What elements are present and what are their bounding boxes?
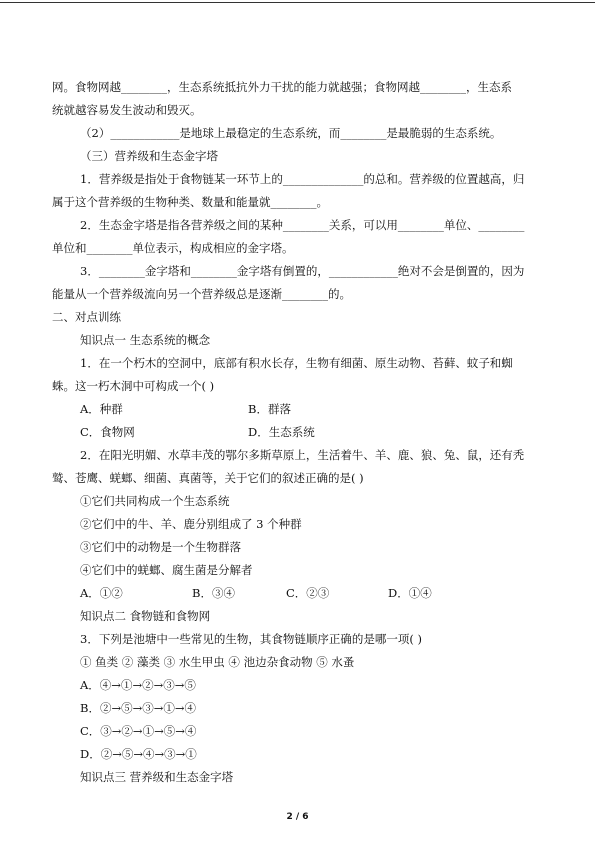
question-stem: 1．在一个朽木的空洞中，底部有积水长存，生物有细菌、原生动物、苔藓、蚊子和蜘	[80, 356, 513, 370]
statement-item: ③它们中的动物是一个生物群落	[80, 540, 241, 554]
q3-option-b: B．②→⑤→③→①→④	[80, 701, 196, 715]
statement-item: ④它们中的蜣螂、腐生菌是分解者	[80, 563, 253, 577]
q1-option-b: B．群落	[248, 402, 291, 416]
q1-option-c: C．食物网	[80, 425, 135, 439]
page-number: 2 / 6	[286, 812, 309, 822]
knowledge-point-heading: 知识点二 食物链和食物网	[80, 609, 211, 623]
text-line: （2）____________是地球上最稳定的生态系统，而________是最脆弱的生态系统。	[80, 126, 502, 140]
knowledge-point-heading: 知识点一 生态系统的概念	[80, 333, 211, 347]
q2-option-b: B．③④	[192, 586, 235, 600]
q3-option-c: C．③→②→①→⑤→④	[80, 724, 197, 738]
organism-list: ① 鱼类 ② 藻类 ③ 水生甲虫 ④ 池边杂食动物 ⑤ 水蚤	[80, 655, 355, 669]
q1-option-d: D．生态系统	[248, 425, 315, 439]
statement-item: ②它们中的牛、羊、鹿分别组成了 3 个种群	[80, 517, 302, 531]
question-stem: 蛛。这一朽木洞中可构成一个( )	[52, 379, 215, 393]
q3-option-d: D．②→⑤→④→③→①	[80, 747, 197, 761]
section-heading: （三）营养级和生态金字塔	[80, 149, 218, 163]
q3-option-a: A．④→①→②→③→⑤	[80, 678, 196, 692]
q2-option-c: C．②③	[286, 586, 330, 600]
text-line: 属于这个营养级的生物种类、数量和能量就________。	[52, 195, 328, 209]
q1-option-a: A．种群	[80, 402, 123, 416]
question-stem: 鹫、苍鹰、蜣螂、细菌、真菌等，关于它们的叙述正确的是( )	[52, 471, 364, 485]
header-rule	[0, 2, 595, 3]
text-line: 1．营养级是指处于食物链某一环节上的______________的总和。营养级的位置越高，归	[80, 172, 525, 186]
q2-option-a: A．①②	[80, 586, 123, 600]
question-stem: 2．在阳光明媚、水草丰茂的鄂尔多斯草原上，生活着牛、羊、鹿、狼、兔、鼠，还有秃	[80, 448, 525, 462]
statement-item: ①它们共同构成一个生态系统	[80, 494, 230, 508]
question-stem: 3．下列是池塘中一些常见的生物，其食物链顺序正确的是哪一项( )	[80, 632, 422, 646]
text-line: 单位和________单位表示，构成相应的金字塔。	[52, 241, 294, 255]
q2-option-d: D．①④	[388, 586, 432, 600]
text-line: 2．生态金字塔是指各营养级之间的某种________关系，可以用________单位、________	[80, 218, 525, 232]
text-line: 3．________金字塔和________金字塔有倒置的，____________绝对不会是倒置的，因为	[80, 264, 525, 278]
knowledge-point-heading: 知识点三 营养级和生态金字塔	[80, 770, 234, 784]
text-line: 能量从一个营养级流向另一个营养级总是逐渐________的。	[52, 287, 351, 301]
section-heading: 二、对点训练	[52, 310, 121, 324]
text-line: 统就越容易发生波动和毁灭。	[52, 103, 202, 117]
text-line: 网。食物网越________，生态系统抵抗外力干扰的能力就越强；食物网越________，生态系	[52, 80, 512, 94]
